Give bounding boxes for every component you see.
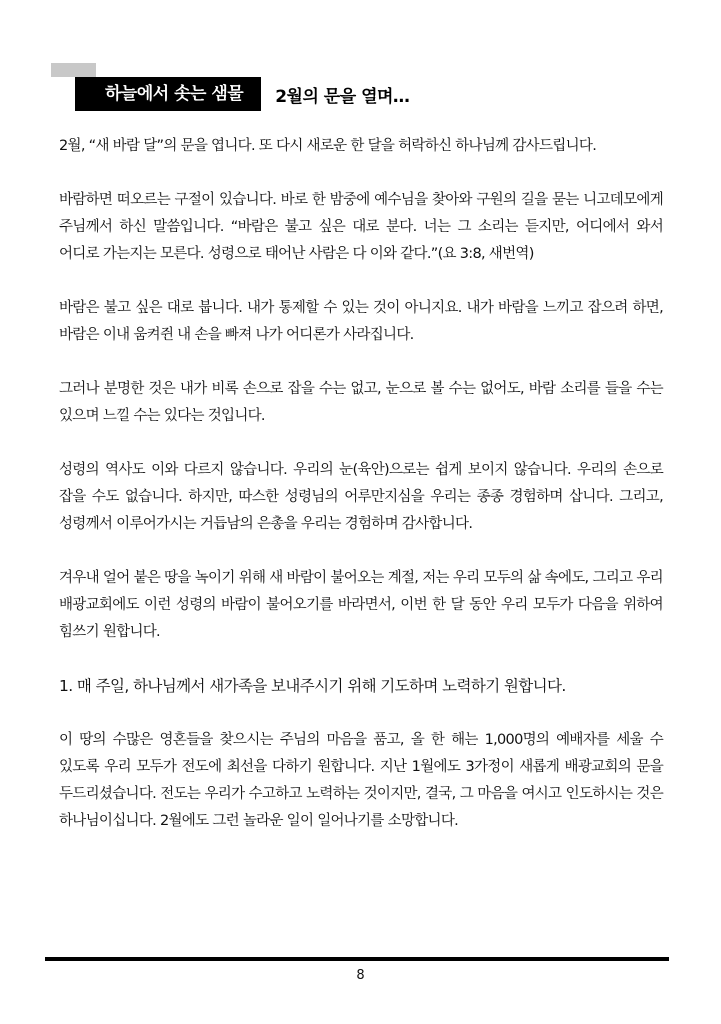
paragraph-6: 겨우내 얼어 붙은 땅을 녹이기 위해 새 바람이 불어오는 계절, 저는 우리 모두의 삶 속에도, 그리고 우리 배광교회에도 이런 성령의 바람이 불어오기를 바라면서, 이번 한 달 동안 우리 모두가 다음을 위하여 힘쓰기 원합니다.	[59, 570, 663, 640]
footer-rule	[45, 957, 669, 961]
paragraph-4: 그러나 분명한 것은 내가 비록 손으로 잡을 수는 없고, 눈으로 볼 수는 없어도, 바람 소리를 들을 수는 있으며 느낄 수는 있다는 것입니다.	[59, 381, 663, 424]
header-grey-tab	[51, 63, 96, 77]
paragraph-5: 성령의 역사도 이와 다르지 않습니다. 우리의 눈(육안)으로는 쉽게 보이지 않습니다. 우리의 손으로 잡을 수도 없습니다. 하지만, 따스한 성령님의 어루만지심을 우리는 종종 경험하며 삽니다. 그리고, 성령께서 이루어가시는 거듭남의 은총을 우리는 경험하며 감사합니다.	[59, 462, 663, 532]
page-number: 8	[356, 968, 365, 983]
point-heading: 1. 매 주일, 하나님께서 새가족을 보내주시기 위해 기도하며 노력하기 원합니다.	[59, 677, 566, 695]
title-block	[75, 77, 409, 111]
article-title: 2월의 문을 열며…	[275, 86, 410, 107]
paragraph-3: 바람은 불고 싶은 대로 붑니다. 내가 통제할 수 있는 것이 아니지요. 내가 바람을 느끼고 잡으려 하면, 바람은 이내 움켜쥔 내 손을 빠져 나가 어디론가 사라집니다.	[59, 300, 663, 343]
section-title: 하늘에서 솟는 샘물	[75, 77, 261, 111]
article-body	[59, 133, 663, 862]
paragraph-1: 2월, “새 바람 달”의 문을 엽니다. 또 다시 새로운 한 달을 허락하신 하나님께 감사드립니다.	[59, 138, 597, 154]
paragraph-7: 이 땅의 수많은 영혼들을 찾으시는 주님의 마음을 품고, 올 한 해는 1,000명의 예배자를 세울 수 있도록 우리 모두가 전도에 최선을 다하기 원합니다. 지난 1월에도 3가정이 새롭게 배광교회의 문을 두드리셨습니다. 전도는 우리가 수고하고 노력하는 것이지만, 결국, 그 마음을 여시고 인도하시는 것은 하나님이십니다. 2월에도 그런 놀라운 일이 일어나기를 소망합니다.	[59, 732, 663, 829]
paragraph-2: 바람하면 떠오르는 구절이 있습니다. 바로 한 밤중에 예수님을 찾아와 구원의 길을 묻는 니고데모에게 주님께서 하신 말씀입니다. “바람은 불고 싶은 대로 분다. 너는 그 소리는 듣지만, 어디에서 와서 어디로 가는지는 모른다. 성령으로 태어난 사람은 다 이와 같다.”(요 3:8, 새번역)	[59, 192, 663, 262]
